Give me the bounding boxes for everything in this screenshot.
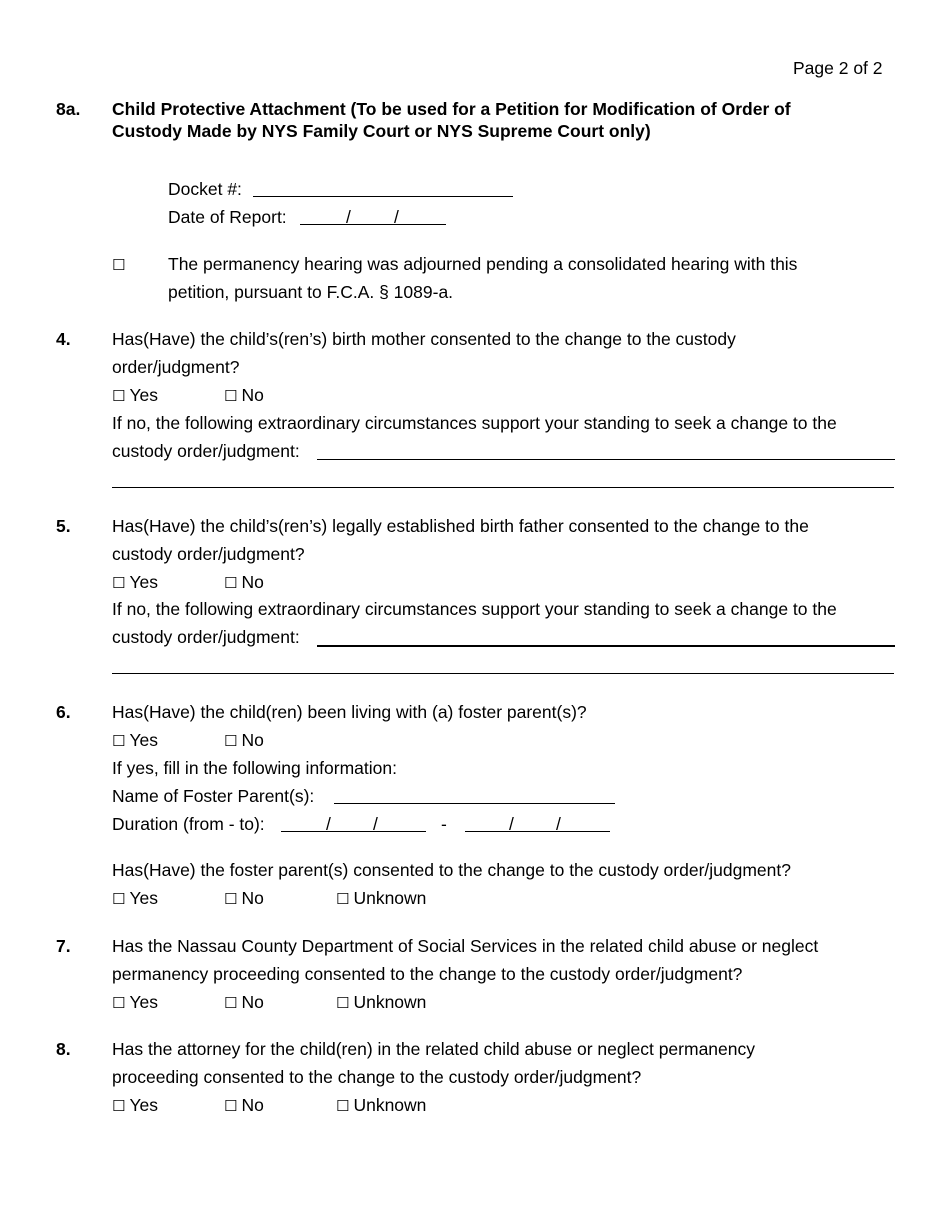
checkbox-icon: ☐ [224, 574, 238, 592]
q4-question-line2: order/judgment? [112, 357, 240, 377]
q8-unknown-checkbox[interactable] [336, 1095, 426, 1116]
date-separator: / [326, 814, 331, 834]
checkbox-icon: ☐ [336, 890, 350, 908]
adjourned-checkbox[interactable] [112, 254, 129, 275]
q4-yes-checkbox[interactable] [112, 385, 158, 406]
adjourned-text-line1: The permanency hearing was adjourned pending a consolidated hearing with this [168, 254, 798, 274]
unknown-label: Unknown [353, 992, 427, 1012]
q5-if-no-line2: custody order/judgment: [112, 627, 300, 647]
no-label: No [241, 730, 264, 750]
date-separator: / [373, 814, 378, 834]
duration-to-field[interactable] [465, 831, 610, 832]
q5-no-checkbox[interactable] [224, 572, 264, 593]
docket-label: Docket #: [168, 179, 242, 199]
checkbox-icon: ☐ [224, 994, 238, 1012]
q5-circumstances-field-continued[interactable] [112, 673, 894, 674]
q6-number: 6. [56, 702, 71, 722]
duration-label: Duration (from - to): [112, 814, 265, 834]
no-label: No [241, 385, 264, 405]
docket-field[interactable] [253, 196, 513, 197]
q7-question-line2: permanency proceeding consented to the change to the custody order/judgment? [112, 964, 743, 984]
checkbox-icon: ☐ [336, 1097, 350, 1115]
no-label: No [241, 888, 264, 908]
q5-number: 5. [56, 516, 71, 536]
adjourned-text-line2: petition, pursuant to F.C.A. § 1089-a. [168, 282, 454, 302]
q5-question-line1: Has(Have) the child’s(ren’s) legally established birth father consented to the change to the [112, 516, 809, 536]
unknown-label: Unknown [353, 1095, 427, 1115]
checkbox-icon: ☐ [224, 387, 238, 405]
q7-yes-checkbox[interactable] [112, 992, 158, 1013]
foster-consent-no-checkbox[interactable] [224, 888, 264, 909]
date-separator: / [509, 814, 514, 834]
q4-number: 4. [56, 329, 71, 349]
q6-if-yes: If yes, fill in the following information: [112, 758, 397, 778]
checkbox-icon: ☐ [112, 387, 126, 405]
yes-label: Yes [129, 1095, 159, 1115]
checkbox-icon: ☐ [224, 890, 238, 908]
foster-consent-unknown-checkbox[interactable] [336, 888, 426, 909]
date-separator: / [346, 207, 351, 227]
checkbox-icon: ☐ [112, 890, 126, 908]
foster-parent-name-label: Name of Foster Parent(s): [112, 786, 315, 806]
q8-yes-checkbox[interactable] [112, 1095, 158, 1116]
q5-question-line2: custody order/judgment? [112, 544, 305, 564]
yes-label: Yes [129, 888, 159, 908]
date-of-report-label: Date of Report: [168, 207, 287, 227]
q6-no-checkbox[interactable] [224, 730, 264, 751]
q8-number: 8. [56, 1039, 71, 1059]
q7-unknown-checkbox[interactable] [336, 992, 426, 1013]
q4-circumstances-field[interactable] [317, 459, 895, 460]
q4-circumstances-field-continued[interactable] [112, 487, 894, 488]
q4-if-no-line2: custody order/judgment: [112, 441, 300, 461]
checkbox-icon: ☐ [112, 1097, 126, 1115]
q8-question-line2: proceeding consented to the change to the custody order/judgment? [112, 1067, 642, 1087]
q5-circumstances-field[interactable] [317, 645, 895, 647]
q7-number: 7. [56, 936, 71, 956]
q7-question-line1: Has the Nassau County Department of Social Services in the related child abuse or neglect [112, 936, 819, 956]
checkbox-icon: ☐ [112, 994, 126, 1012]
date-separator: / [556, 814, 561, 834]
no-label: No [241, 1095, 264, 1115]
q6-yes-checkbox[interactable] [112, 730, 158, 751]
page-number: Page 2 of 2 [793, 58, 883, 78]
checkbox-icon: ☐ [224, 732, 238, 750]
foster-consent-question: Has(Have) the foster parent(s) consented to the change to the custody order/judgment? [112, 860, 791, 880]
yes-label: Yes [129, 730, 159, 750]
unknown-label: Unknown [353, 888, 427, 908]
foster-consent-yes-checkbox[interactable] [112, 888, 158, 909]
section-title-line2: Custody Made by NYS Family Court or NYS Supreme Court only) [112, 121, 651, 141]
yes-label: Yes [129, 385, 159, 405]
no-label: No [241, 992, 264, 1012]
checkbox-icon: ☐ [112, 574, 126, 592]
yes-label: Yes [129, 572, 159, 592]
section-number: 8a. [56, 99, 81, 119]
q8-question-line1: Has the attorney for the child(ren) in the related child abuse or neglect permanency [112, 1039, 755, 1059]
date-of-report-field[interactable] [300, 224, 446, 225]
section-title-line1: Child Protective Attachment (To be used for a Petition for Modification of Order of [112, 99, 791, 119]
no-label: No [241, 572, 264, 592]
date-separator: / [394, 207, 399, 227]
yes-label: Yes [129, 992, 159, 1012]
q6-question-line1: Has(Have) the child(ren) been living with (a) foster parent(s)? [112, 702, 587, 722]
q5-if-no-line1: If no, the following extraordinary circumstances support your standing to seek a change to the [112, 599, 837, 619]
q4-if-no-line1: If no, the following extraordinary circumstances support your standing to seek a change to the [112, 413, 837, 433]
checkbox-icon: ☐ [112, 256, 126, 274]
checkbox-icon: ☐ [112, 732, 126, 750]
q7-no-checkbox[interactable] [224, 992, 264, 1013]
q4-no-checkbox[interactable] [224, 385, 264, 406]
q4-question-line1: Has(Have) the child’s(ren’s) birth mother consented to the change to the custody [112, 329, 736, 349]
checkbox-icon: ☐ [224, 1097, 238, 1115]
q8-no-checkbox[interactable] [224, 1095, 264, 1116]
duration-from-field[interactable] [281, 831, 426, 832]
duration-dash: - [441, 814, 447, 834]
q5-yes-checkbox[interactable] [112, 572, 158, 593]
checkbox-icon: ☐ [336, 994, 350, 1012]
foster-parent-name-field[interactable] [334, 803, 615, 804]
